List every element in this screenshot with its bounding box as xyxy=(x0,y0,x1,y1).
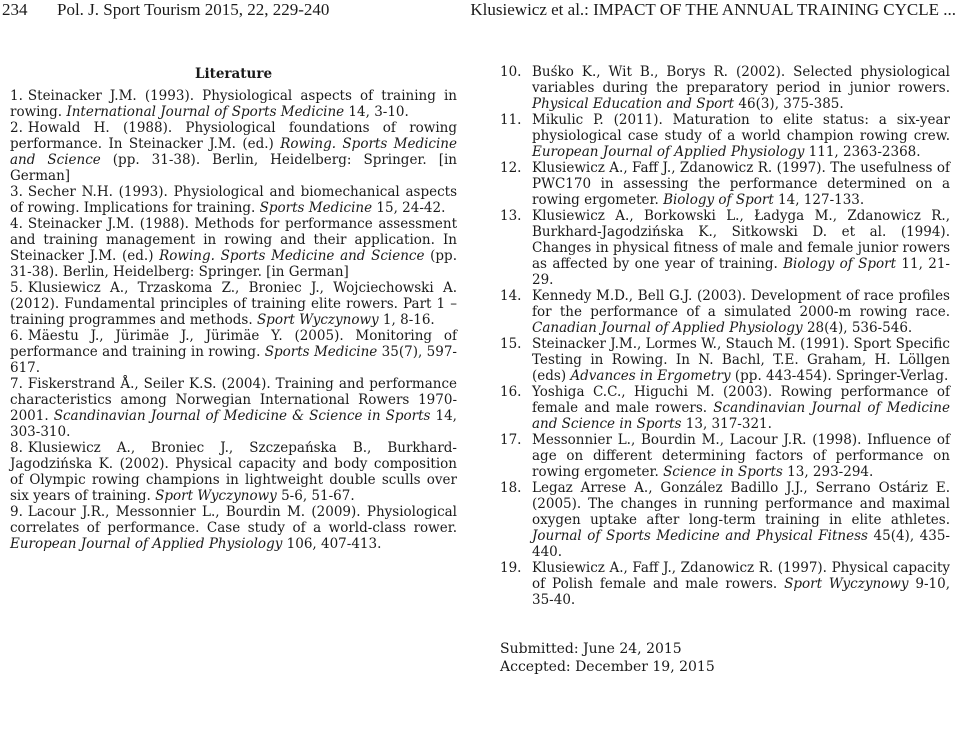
submission-dates xyxy=(500,640,950,676)
reference-item: 4. Steinacker J.M. (1988). Methods for performance assessment and training management in rowing and their application. In Steinacker J.M. (ed.) Rowing. Sports Medicine and Science (pp. 31-38). Berlin, Heidelberg: Springer. [in German] xyxy=(10,216,457,280)
page-number: 234 xyxy=(2,0,28,19)
reference-item: 10. Buśko K., Wit B., Borys R. (2002). Selected physiological variables during the preparatory period in junior rowers. Physical Education and Sport 46(3), 375-385. xyxy=(500,64,950,112)
reference-item: 18. Legaz Arrese A., González Badillo J.J., Serrano Ostáriz E. (2005). The changes in running performance and maximal oxygen uptake after long-term training in elite athletes. Journal of Sports Medicine and Physical Fitness 45(4), 435-440. xyxy=(500,480,950,560)
reference-item: 14. Kennedy M.D., Bell G.J. (2003). Development of race profiles for the performance of a simulated 2000-m rowing race. Canadian Journal of Applied Physiology 28(4), 536-546. xyxy=(500,288,950,336)
reference-list-left xyxy=(10,88,457,552)
running-header xyxy=(0,0,960,22)
reference-item: 16. Yoshiga C.C., Higuchi M. (2003). Rowing performance of female and male rowers. Scandinavian Journal of Medicine and Science in Sports 13, 317-321. xyxy=(500,384,950,432)
reference-item: 15. Steinacker J.M., Lormes W., Stauch M. (1991). Sport Specific Testing in Rowing. In N. Bachl, T.E. Graham, H. Löllgen (eds) Advances in Ergometry (pp. 443-454). Springer-Verlag. xyxy=(500,336,950,384)
reference-item: 13. Klusiewicz A., Borkowski L., Ładyga M., Zdanowicz R., Burkhard-Jagodzińska K., Sitkowski D. et al. (1994). Changes in physical fitness of male and female junior rowers as affected by one year of training. Biology of Sport 11, 21-29. xyxy=(500,208,950,288)
reference-item: 2. Howald H. (1988). Physiological foundations of rowing performance. In Steinacker J.M. (ed.) Rowing. Sports Medicine and Science (pp. 31-38). Berlin, Heidelberg: Springer. [in German] xyxy=(10,120,457,184)
journal-citation: Pol. J. Sport Tourism 2015, 22, 229-240 xyxy=(57,0,330,19)
reference-item: 1. Steinacker J.M. (1993). Physiological aspects of training in rowing. International Journal of Sports Medicine 14, 3-10. xyxy=(10,88,457,120)
reference-item: 9. Lacour J.R., Messonnier L., Bourdin M. (2009). Physiological correlates of performance. Case study of a world-class rower. European Journal of Applied Physiology 106, 407-413. xyxy=(10,504,457,552)
literature-heading: Literature xyxy=(194,66,273,82)
reference-item: 7. Fiskerstrand Å., Seiler K.S. (2004). Training and performance characteristics among Norwegian International Rowers 1970-2001. Scandinavian Journal of Medicine & Science in Sports 14, 303-310. xyxy=(10,376,457,440)
accepted-date: Accepted: December 19, 2015 xyxy=(500,659,715,675)
reference-item: 3. Secher N.H. (1993). Physiological and biomechanical aspects of rowing. Implications for training. Sports Medicine 15, 24-42. xyxy=(10,184,457,216)
reference-item: 5. Klusiewicz A., Trzaskoma Z., Broniec J., Wojciechowski A. (2012). Fundamental principles of training elite rowers. Part 1 – training programmes and methods. Sport Wyczynowy 1, 8-16. xyxy=(10,280,457,328)
reference-list-right xyxy=(500,64,950,608)
reference-item: 6. Mäestu J., Jürimäe J., Jürimäe Y. (2005). Monitoring of performance and training in rowing. Sports Medicine 35(7), 597-617. xyxy=(10,328,457,376)
right-column xyxy=(500,64,950,676)
submitted-date: Submitted: June 24, 2015 xyxy=(500,641,682,657)
reference-item: 8. Klusiewicz A., Broniec J., Szczepańska B., Burkhard-Jagodzińska K. (2002). Physical capacity and body composition of Olympic rowing champions in lightweight double sculls over six years of training. Sport Wyczynowy 5-6, 51-67. xyxy=(10,440,457,504)
reference-item: 17. Messonnier L., Bourdin M., Lacour J.R. (1998). Influence of age on different determining factors of performance on rowing ergometer. Science in Sports 13, 293-294. xyxy=(500,432,950,480)
reference-item: 19. Klusiewicz A., Faff J., Zdanowicz R. (1997). Physical capacity of Polish female and male rowers. Sport Wyczynowy 9-10, 35-40. xyxy=(500,560,951,608)
left-column xyxy=(10,64,457,552)
reference-item: 12. Klusiewicz A., Faff J., Zdanowicz R. (1997). The usefulness of PWC170 in assessing the performance determined on a rowing ergometer. Biology of Sport 14, 127-133. xyxy=(500,160,950,208)
author-title-header: Klusiewicz et al.: IMPACT OF THE ANNUAL TRAINING CYCLE ... xyxy=(470,0,956,19)
reference-item: 11. Mikulic P. (2011). Maturation to elite status: a six-year physiological case study of a world champion rowing crew. European Journal of Applied Physiology 111, 2363-2368. xyxy=(500,112,950,160)
